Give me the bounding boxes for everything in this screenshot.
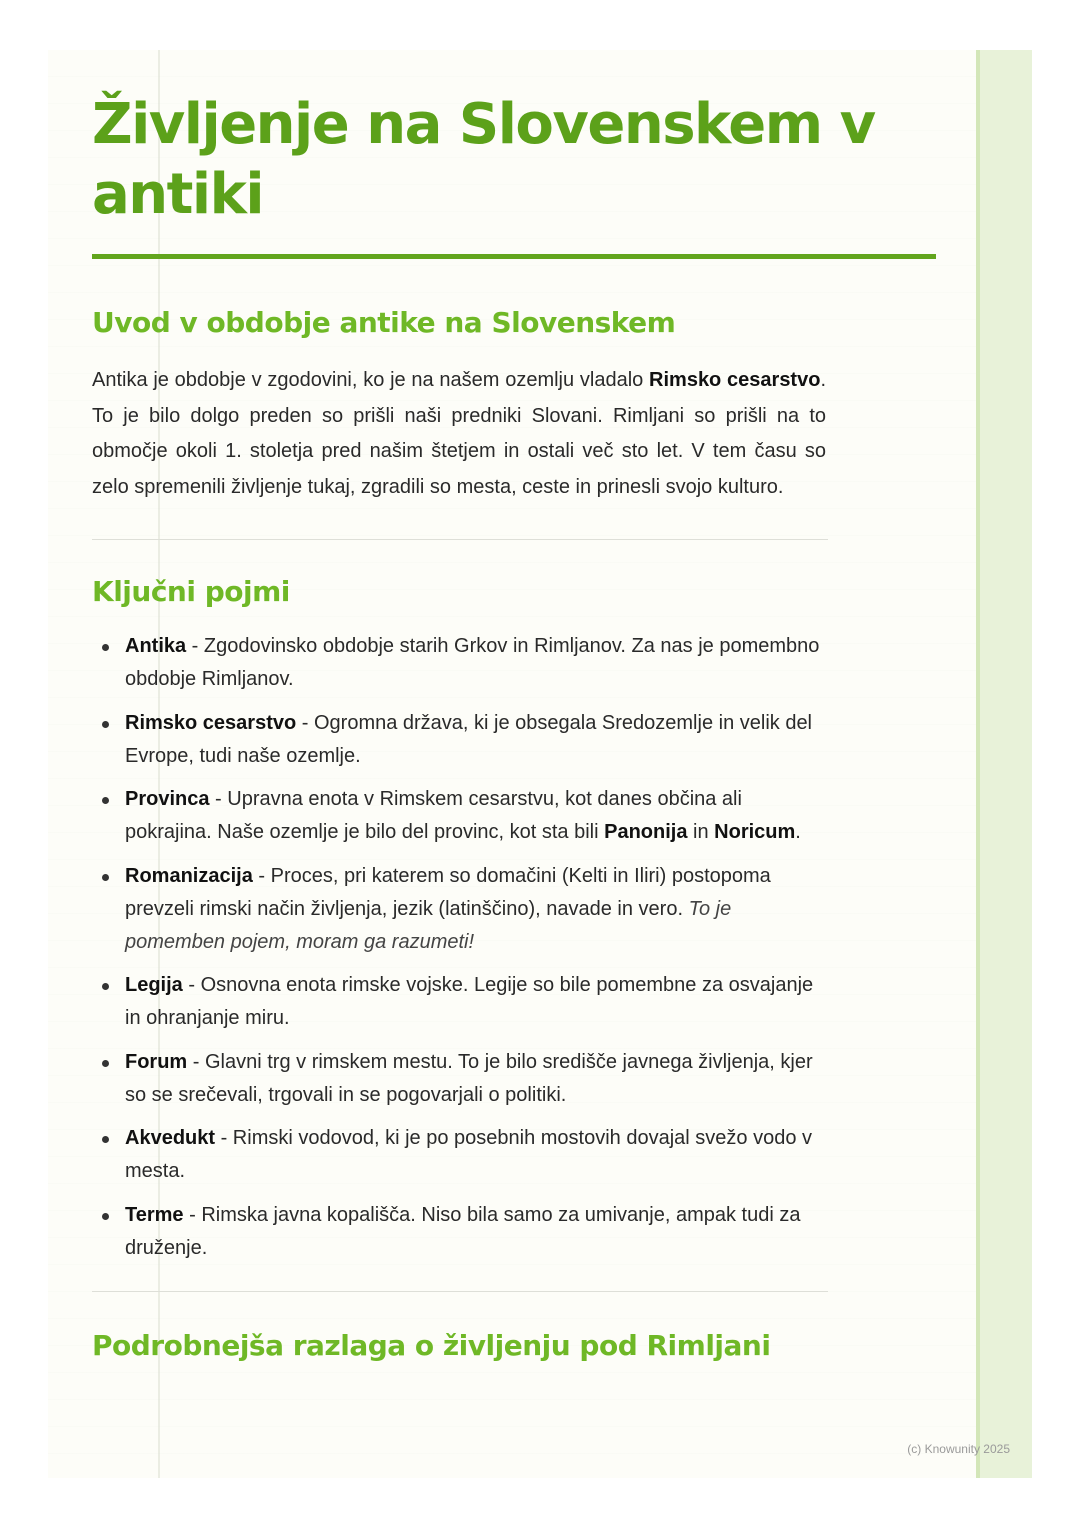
term-bold-panonija: Panonija bbox=[604, 821, 688, 843]
list-item bbox=[92, 969, 828, 1035]
term-description: - Rimska javna kopališča. Niso bila samo za umivanje, ampak tudi za druženje. bbox=[125, 1203, 801, 1259]
list-item bbox=[92, 630, 828, 696]
list-item bbox=[92, 783, 828, 849]
list-item bbox=[92, 1122, 828, 1188]
list-item bbox=[92, 860, 828, 959]
list-item bbox=[92, 1199, 828, 1265]
term-name: Akvedukt bbox=[125, 1127, 216, 1149]
term-name: Rimsko cesarstvo bbox=[125, 711, 297, 734]
document-page bbox=[48, 50, 1032, 1478]
term-name: Terme bbox=[125, 1203, 184, 1226]
section-heading-terms: Ključni pojmi bbox=[92, 575, 290, 608]
term-description: - Upravna enota v Rimskem cesarstvu, kot danes občina ali pokrajina. Naše ozemlje je bilo del provinc, kot sta bili bbox=[125, 788, 742, 843]
term-name: Legija bbox=[125, 974, 183, 996]
intro-text-after: . To je bilo dolgo preden so prišli naši predniki Slovani. Rimljani so prišli na to območje okoli 1. stoletja pred našim štetjem in ostali več sto let. V tem času so zelo spremenili življenje tukaj, zgradili so mesta, ceste in prinesli svojo kulturo. bbox=[92, 369, 826, 498]
term-name: Forum bbox=[125, 1050, 188, 1073]
term-description-end: . bbox=[795, 821, 801, 843]
intro-text-bold: Rimsko cesarstvo bbox=[649, 369, 821, 391]
section-divider bbox=[92, 539, 828, 540]
term-description: - Proces, pri katerem so domačini (Kelti in Iliri) postopoma prevzeli rimski način življenja, jezik (latinščino), navade in vero. bbox=[125, 864, 771, 920]
intro-paragraph bbox=[92, 363, 826, 505]
term-description: - Osnovna enota rimske vojske. Legije so bile pomembne za osvajanje in ohranjanje miru. bbox=[125, 974, 814, 1029]
list-item bbox=[92, 1046, 828, 1112]
list-item bbox=[92, 707, 828, 773]
term-note: To je pomemben pojem, moram ga razumeti! bbox=[125, 897, 732, 953]
term-description: - Ogromna država, ki je obsegala Sredozemlje in velik del Evrope, tudi naše ozemlje. bbox=[125, 711, 813, 767]
title-divider bbox=[92, 254, 936, 259]
intro-text-before: Antika je obdobje v zgodovini, ko je na našem ozemlju vladalo bbox=[92, 369, 650, 391]
term-name: Antika bbox=[125, 635, 187, 657]
term-name: Romanizacija bbox=[125, 864, 253, 887]
document-content bbox=[92, 90, 936, 1364]
term-description: - Zgodovinsko obdobje starih Grkov in Rimljanov. Za nas je pomembno obdobje Rimljanov. bbox=[125, 635, 820, 690]
term-bold-noricum: Noricum bbox=[714, 821, 796, 843]
section-heading-intro: Uvod v obdobje antike na Slovenskem bbox=[92, 306, 676, 339]
page-title: Življenje na Slovenskem v antiki bbox=[92, 92, 875, 227]
section-heading-detail: Podrobnejša razlaga o življenju pod Rimljani bbox=[92, 1328, 771, 1362]
term-description: - Rimski vodovod, ki je po posebnih mostovih dovajal svežo vodo v mesta. bbox=[125, 1127, 812, 1182]
copyright-footer: (c) Knowunity 2025 bbox=[907, 1442, 1010, 1456]
term-description: - Glavni trg v rimskem mestu. To je bilo središče javnega življenja, kjer so se srečevali, trgovali in se pogovarjali o politiki. bbox=[125, 1050, 813, 1106]
term-name: Provinca bbox=[125, 788, 210, 810]
terms-list bbox=[92, 630, 828, 1265]
section-divider bbox=[92, 1291, 828, 1292]
term-description-mid: in bbox=[687, 821, 715, 843]
right-margin-strip bbox=[976, 50, 1032, 1478]
